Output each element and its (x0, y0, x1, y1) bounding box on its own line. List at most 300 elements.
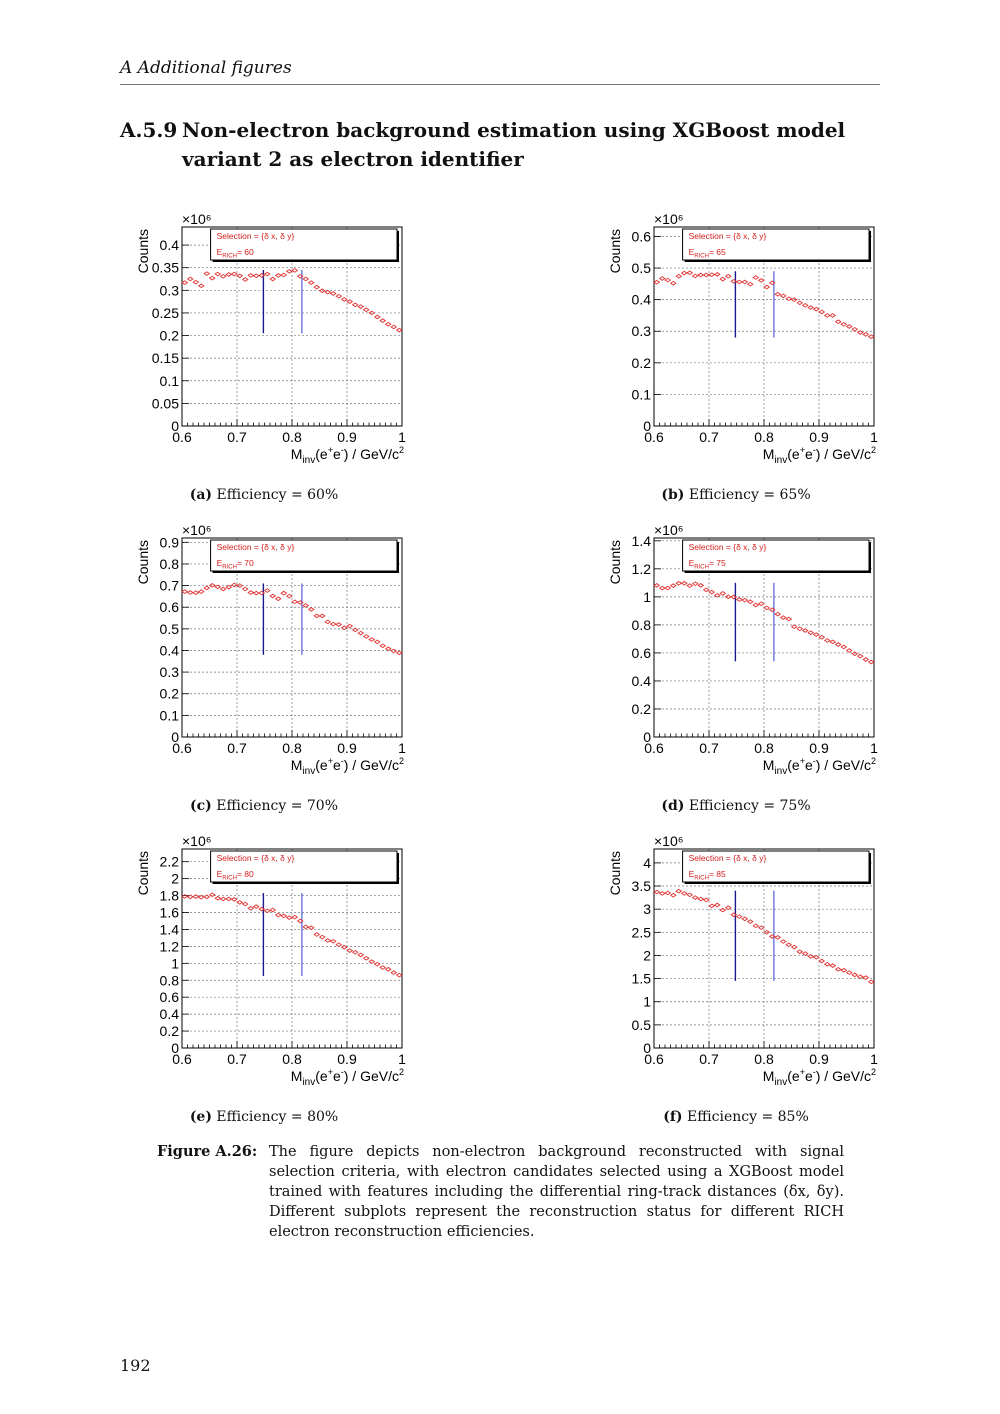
x-tick-label: 0.9 (337, 740, 357, 756)
x-tick-label: 1 (398, 740, 406, 756)
data-point (830, 640, 835, 644)
subcaption-d (586, 798, 886, 814)
data-point (265, 589, 270, 593)
data-point (676, 889, 681, 893)
data-point (325, 620, 330, 624)
x-tick-label: 0.6 (644, 429, 664, 445)
data-point (863, 658, 868, 662)
y-tick-label: 0 (643, 1040, 651, 1056)
data-point (314, 614, 319, 618)
subcaption-text: Efficiency = 80% (216, 1109, 339, 1125)
data-point (836, 320, 841, 324)
x-tick-label: 0.9 (809, 429, 829, 445)
data-point (314, 933, 319, 937)
subcaption-label: (d) (661, 798, 685, 814)
y-exponent-label: ×10⁶ (654, 211, 684, 227)
subcaption-label: (c) (190, 798, 212, 814)
data-point (248, 906, 253, 910)
x-tick-label: 0.8 (754, 429, 774, 445)
data-point (825, 314, 830, 318)
data-point (287, 594, 292, 598)
y-tick-label: 1.4 (159, 921, 179, 938)
data-point (748, 282, 753, 286)
data-point (270, 594, 275, 598)
data-point (709, 590, 714, 594)
y-tick-label: 0.4 (159, 237, 179, 254)
data-point (825, 962, 830, 966)
data-point (380, 966, 385, 970)
data-point (375, 962, 380, 966)
data-point (792, 625, 797, 629)
data-point (759, 279, 764, 283)
subcaption-text: Efficiency = 75% (688, 798, 811, 814)
data-point (193, 280, 198, 284)
data-point (737, 280, 742, 284)
data-point (792, 945, 797, 949)
y-tick-label: 0 (171, 1040, 179, 1056)
y-tick-label: 1 (171, 955, 179, 972)
data-point (682, 581, 687, 585)
data-point (188, 591, 193, 595)
data-point (325, 939, 330, 943)
data-point (847, 649, 852, 653)
subcaption-label: (e) (189, 1109, 212, 1125)
data-point (397, 651, 402, 655)
data-point (226, 897, 231, 901)
chart-svg (600, 827, 900, 1089)
y-tick-label: 0.3 (159, 282, 179, 299)
data-point (221, 897, 226, 901)
running-head: A Additional figures (120, 58, 880, 85)
data-point (781, 294, 786, 298)
data-point (693, 896, 698, 900)
data-point (814, 307, 819, 311)
data-point (226, 273, 231, 277)
y-tick-label: 0.35 (151, 259, 179, 276)
data-point (243, 902, 248, 906)
data-point (698, 897, 703, 901)
data-point (720, 908, 725, 912)
y-tick-label: 2 (171, 870, 179, 887)
data-point (852, 973, 857, 977)
data-point (753, 603, 758, 607)
x-tick-label: 0.8 (754, 1051, 774, 1067)
data-point (742, 598, 747, 602)
data-point (803, 304, 808, 308)
x-tick-label: 0.9 (337, 1051, 357, 1067)
y-tick-label: 0.8 (159, 972, 179, 989)
legend-efficiency-text: $E_{RICH}= 70$ (216, 558, 254, 571)
x-tick-label: 0.8 (282, 740, 302, 756)
y-tick-label: 0.25 (151, 304, 179, 321)
data-point (232, 272, 237, 276)
data-point (665, 891, 670, 895)
legend-selection-text: Selection = {δ x, δ y} (216, 853, 295, 863)
data-point (693, 582, 698, 586)
data-point (193, 895, 198, 899)
data-point (303, 925, 308, 929)
data-point (353, 628, 358, 632)
subcaption-c (114, 798, 414, 814)
data-point (665, 586, 670, 590)
data-point (281, 273, 286, 277)
y-tick-label: 0 (643, 729, 651, 745)
data-point (182, 590, 187, 594)
x-axis-label: $M_{inv}(e^+e^-) / GeV/c^2$ (762, 1067, 876, 1088)
subcaption-f (586, 1109, 886, 1125)
data-point (364, 956, 369, 960)
data-point (693, 274, 698, 278)
data-point (364, 308, 369, 312)
data-point (276, 274, 281, 278)
y-axis-label: Counts (607, 851, 623, 896)
data-point (830, 964, 835, 968)
data-point (270, 277, 275, 281)
subcaption-text: Efficiency = 65% (688, 487, 811, 503)
legend (683, 229, 871, 262)
data-point (358, 631, 363, 635)
x-tick-label: 0.7 (227, 740, 247, 756)
legend-efficiency-text: $E_{RICH}= 80$ (216, 869, 254, 882)
data-point (336, 294, 341, 298)
subcaption-b (586, 487, 886, 503)
data-point (764, 285, 769, 289)
data-point (380, 644, 385, 648)
data-point (858, 975, 863, 979)
data-point (797, 950, 802, 954)
x-tick-label: 0.7 (227, 429, 247, 445)
y-tick-label: 0.4 (631, 291, 651, 308)
data-point (204, 895, 209, 899)
y-tick-label: 0.1 (631, 386, 651, 403)
chart-panel-c (128, 516, 428, 778)
data-point (375, 315, 380, 319)
y-tick-label: 2.5 (631, 924, 651, 941)
data-point (397, 328, 402, 332)
data-point (221, 587, 226, 591)
legend-efficiency-text: $E_{RICH}= 85$ (688, 869, 726, 882)
y-tick-label: 0.5 (631, 1016, 651, 1033)
data-point (254, 905, 259, 909)
y-exponent-label: ×10⁶ (182, 522, 212, 538)
y-tick-label: 0.3 (159, 664, 179, 681)
y-tick-label: 3 (643, 901, 651, 918)
subcaption-a (114, 487, 414, 503)
data-point (814, 955, 819, 959)
y-tick-label: 0.2 (631, 700, 651, 717)
data-point (704, 273, 709, 277)
data-point (858, 654, 863, 658)
x-tick-label: 0.6 (644, 1051, 664, 1067)
data-point (704, 898, 709, 902)
y-tick-label: 0.1 (159, 707, 179, 724)
data-point (309, 281, 314, 285)
y-tick-label: 0 (643, 418, 651, 434)
y-tick-label: 0.2 (159, 327, 179, 344)
data-point (836, 968, 841, 972)
y-axis-label: Counts (607, 229, 623, 274)
data-point (803, 952, 808, 956)
data-point (665, 278, 670, 282)
data-point (386, 647, 391, 651)
data-point (819, 310, 824, 314)
data-point (237, 901, 242, 905)
data-point (232, 898, 237, 902)
y-tick-label: 0.2 (159, 1023, 179, 1040)
data-point (254, 274, 259, 278)
y-tick-label: 1.4 (631, 532, 651, 549)
data-point (237, 274, 242, 278)
data-point (709, 904, 714, 908)
y-tick-label: 1.8 (159, 887, 179, 904)
data-point (210, 584, 215, 588)
data-point (248, 591, 253, 595)
data-point (704, 588, 709, 592)
data-point (397, 973, 402, 977)
y-exponent-label: ×10⁶ (654, 522, 684, 538)
y-axis-label: Counts (135, 540, 151, 585)
legend-selection-text: Selection = {δ x, δ y} (216, 542, 295, 552)
y-tick-label: 0.7 (159, 577, 179, 594)
data-point (869, 980, 874, 984)
data-point (841, 322, 846, 326)
x-tick-label: 0.7 (227, 1051, 247, 1067)
y-tick-label: 1.6 (159, 904, 179, 921)
subcaption-e (114, 1109, 414, 1125)
data-point (676, 581, 681, 585)
y-tick-label: 0.6 (631, 228, 651, 245)
legend-selection-text: Selection = {δ x, δ y} (216, 231, 295, 241)
y-tick-label: 0.9 (159, 534, 179, 551)
data-point (380, 319, 385, 323)
y-tick-label: 4 (643, 854, 651, 871)
data-point (797, 627, 802, 631)
data-point (726, 274, 731, 278)
data-point (775, 612, 780, 616)
data-point (671, 893, 676, 897)
data-point (720, 592, 725, 596)
data-point (808, 306, 813, 310)
data-point (698, 584, 703, 588)
data-point (320, 614, 325, 618)
data-point (748, 600, 753, 604)
data-point (281, 591, 286, 595)
x-axis-label: $M_{inv}(e^+e^-) / GeV/c^2$ (762, 756, 876, 777)
data-point (852, 652, 857, 656)
data-point (682, 892, 687, 896)
y-tick-label: 3.5 (631, 878, 651, 895)
data-point (671, 584, 676, 588)
data-point (687, 271, 692, 275)
data-point (364, 635, 369, 639)
data-point (331, 292, 336, 296)
data-point (303, 604, 308, 608)
data-point (742, 917, 747, 921)
y-tick-label: 1.5 (631, 970, 651, 987)
data-point (182, 895, 187, 899)
data-point (287, 916, 292, 920)
legend (211, 229, 399, 262)
subcaption-text: Efficiency = 85% (686, 1109, 809, 1125)
data-point (347, 949, 352, 953)
data-point (221, 274, 226, 278)
data-point (847, 325, 852, 329)
data-point (814, 633, 819, 637)
data-point (687, 584, 692, 588)
data-point (742, 280, 747, 284)
data-point (210, 276, 215, 280)
x-tick-label: 0.7 (699, 740, 719, 756)
data-point (309, 926, 314, 930)
y-tick-label: 0.3 (631, 323, 651, 340)
legend-efficiency-text: $E_{RICH}= 75$ (688, 558, 726, 571)
data-point (759, 602, 764, 606)
figure-label: Figure A.26: (157, 1143, 258, 1160)
data-point (331, 940, 336, 944)
data-point (819, 635, 824, 639)
data-point (869, 660, 874, 664)
section-number: A.5.9 (120, 118, 178, 142)
y-tick-label: 0 (171, 729, 179, 745)
y-exponent-label: ×10⁶ (182, 833, 212, 849)
data-point (369, 960, 374, 964)
data-point (358, 953, 363, 957)
data-point (309, 608, 314, 612)
data-point (210, 893, 215, 897)
data-point (847, 971, 852, 975)
data-point (254, 591, 259, 595)
data-point (720, 277, 725, 281)
x-axis-label: $M_{inv}(e^+e^-) / GeV/c^2$ (290, 756, 404, 777)
x-tick-label: 1 (398, 1051, 406, 1067)
y-tick-label: 0.1 (159, 372, 179, 389)
data-point (336, 943, 341, 947)
chart-panel-f (600, 827, 900, 1089)
x-tick-label: 0.9 (809, 1051, 829, 1067)
y-axis-label: Counts (135, 229, 151, 274)
x-tick-label: 0.9 (809, 740, 829, 756)
data-point (336, 623, 341, 627)
chart-svg (600, 516, 900, 778)
data-point (292, 915, 297, 919)
data-point (276, 913, 281, 917)
data-point (852, 328, 857, 332)
y-axis-label: Counts (607, 540, 623, 585)
data-point (353, 303, 358, 307)
data-point (292, 600, 297, 604)
data-point (660, 892, 665, 896)
data-point (204, 272, 209, 276)
data-point (753, 276, 758, 280)
legend-efficiency-text: $E_{RICH}= 65$ (688, 247, 726, 260)
data-point (660, 586, 665, 590)
data-point (676, 274, 681, 278)
data-point (276, 597, 281, 601)
data-point (243, 587, 248, 591)
y-tick-label: 0 (171, 418, 179, 434)
y-exponent-label: ×10⁶ (182, 211, 212, 227)
data-point (660, 277, 665, 281)
data-point (199, 895, 204, 899)
data-point (204, 586, 209, 590)
data-point (303, 277, 308, 281)
data-point (232, 583, 237, 587)
data-point (386, 322, 391, 326)
figure-caption-text: The figure depicts non-electron background reconstructed with signal selection criteria, with electron candidates selected using a XGBoost model trained with features including the differential ring-track distances (δx, δy). Different subplots represent the reconstruction status for different RICH electron reconstruction efficiencies. (269, 1144, 844, 1240)
data-point (347, 624, 352, 628)
data-point (281, 914, 286, 918)
data-point (654, 280, 659, 284)
chart-svg (128, 827, 428, 1089)
data-point (243, 278, 248, 282)
y-tick-label: 2.2 (159, 853, 179, 870)
data-point (331, 622, 336, 626)
data-point (270, 908, 275, 912)
data-point (292, 269, 297, 273)
data-point (391, 325, 396, 329)
x-tick-label: 0.7 (699, 429, 719, 445)
chart-svg (600, 205, 900, 467)
x-tick-label: 1 (870, 1051, 878, 1067)
chart-svg (128, 205, 428, 467)
data-point (764, 606, 769, 610)
data-point (808, 631, 813, 635)
data-point (797, 301, 802, 305)
data-point (808, 955, 813, 959)
legend-efficiency-text: $E_{RICH}= 60$ (216, 247, 254, 260)
x-tick-label: 0.6 (172, 429, 192, 445)
data-point (671, 281, 676, 285)
data-point (781, 616, 786, 620)
y-tick-label: 0.2 (159, 685, 179, 702)
data-point (654, 890, 659, 894)
data-point (375, 640, 380, 644)
data-point (182, 281, 187, 285)
x-axis-label: $M_{inv}(e^+e^-) / GeV/c^2$ (290, 1067, 404, 1088)
y-tick-label: 0.8 (159, 555, 179, 572)
legend-selection-text: Selection = {δ x, δ y} (688, 853, 767, 863)
data-point (369, 638, 374, 642)
data-point (265, 272, 270, 276)
data-point (775, 936, 780, 940)
data-point (320, 935, 325, 939)
data-point (836, 643, 841, 647)
y-tick-label: 1.2 (159, 938, 179, 955)
data-point (188, 277, 193, 281)
data-point (869, 335, 874, 339)
y-tick-label: 0.4 (159, 1006, 179, 1023)
data-point (775, 292, 780, 296)
y-tick-label: 0.6 (159, 989, 179, 1006)
x-tick-label: 0.6 (644, 740, 664, 756)
legend-selection-text: Selection = {δ x, δ y} (688, 542, 767, 552)
data-point (841, 645, 846, 649)
data-point (342, 945, 347, 949)
data-point (386, 967, 391, 971)
data-point (803, 629, 808, 633)
x-tick-label: 0.6 (172, 1051, 192, 1067)
legend (683, 540, 871, 573)
data-point (825, 639, 830, 643)
chart-panel-e (128, 827, 428, 1089)
data-point (737, 598, 742, 602)
data-point (737, 915, 742, 919)
subcaption-label: (f) (663, 1109, 683, 1125)
data-point (715, 273, 720, 277)
subcaption-text: Efficiency = 70% (216, 798, 338, 814)
x-axis-label: $M_{inv}(e^+e^-) / GeV/c^2$ (762, 445, 876, 466)
subcaption-text: Efficiency = 60% (216, 487, 339, 503)
